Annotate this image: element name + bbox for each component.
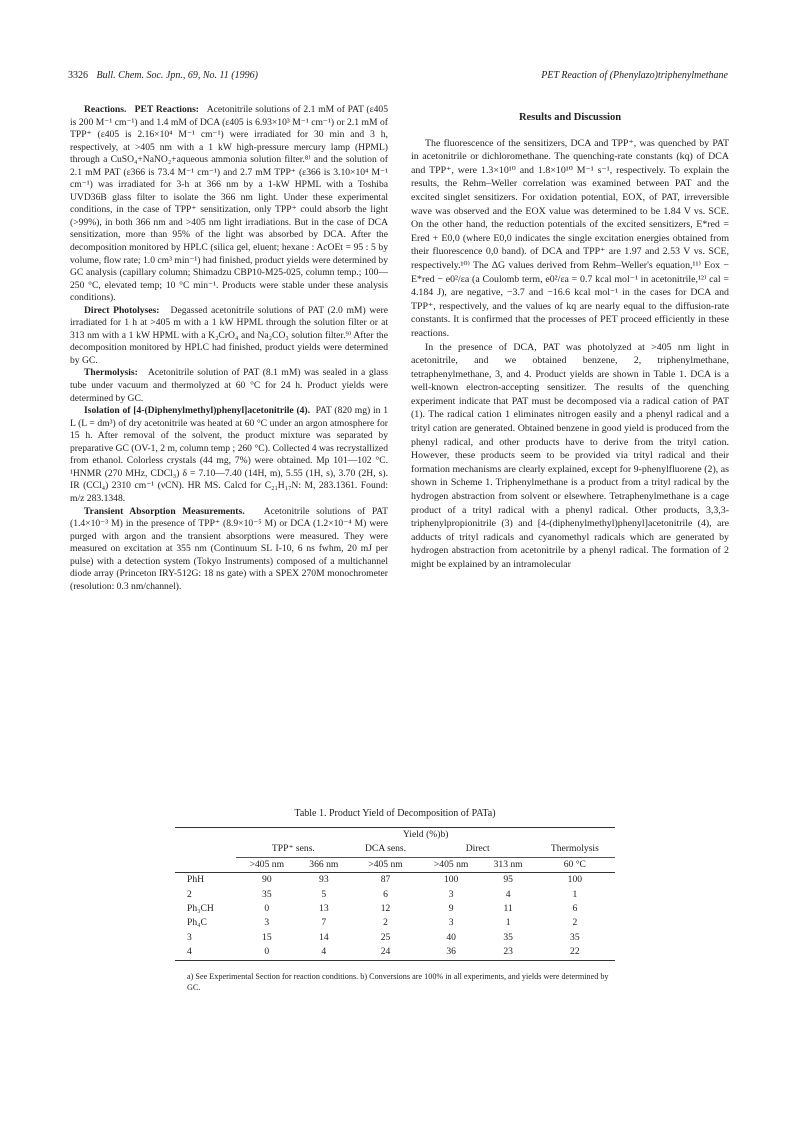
table-cell: 0 <box>264 946 270 958</box>
table-cell: 2 <box>383 917 388 929</box>
table-row <box>175 916 615 930</box>
table-cell: 25 <box>380 931 391 943</box>
subsection-heading: Isolation of [4-(Diphenylmethyl)phenyl]acetonitrile (4). <box>84 405 311 417</box>
column-header: >405 nm <box>433 858 469 870</box>
right-column <box>411 111 729 572</box>
left-column <box>70 104 388 593</box>
group-header: DCA sens. <box>350 842 420 857</box>
table-cell: 35 <box>262 888 272 900</box>
yield-header: Yield (%)b) <box>402 829 449 840</box>
paragraph-isolation <box>70 405 388 505</box>
paragraph-text: The fluorescence of the sensitizers, DCA and TPP⁺, was quenched by PAT in acetonitrile or dichloromethane. The quenching-rate constants (kq) of DCA and TPP⁺, were 1.3×10¹⁰ and 1.8×10¹⁰ M⁻¹ s⁻¹, respectively. To explain the results, the Rehm–Weller correlation was examined between PAT and the excited singlet sensitizers. For oxidation potential, EOX, of PAT, irreversible wave was observed and the EOX value was determined to be 1.84 V vs. SCE. On the other hand, the reduction potentials of the excited sensitizers, E*red = Ered + E0,0 (where E0,0 indicates the single excitation energies obtained from their fluorescence 0,0 band). of DCA and TPP⁺ are 1.97 and 2.53 V vs. SCE, respectively.¹⁰⁾ The ΔG values derived from Rehm–Weller's equation,¹¹⁾ Eox − E*red − e0²/εa (a Coulomb term, e0²/εa = 0.7 kcal mol⁻¹ in acetonitrile,¹²⁾ cal = 4.184 J), are negative, −3.7 and −16.6 kcal mol⁻¹ in the cases for DCA and TPP⁺, respectively, and the values of kq are nearly equal to the diffusion-rate constants. It is confirmed that the processes of PET proceed efficiently in these reactions. <box>411 137 729 339</box>
table-1 <box>175 808 615 993</box>
row-label: 4 <box>187 946 192 958</box>
table-cell: 100 <box>443 874 459 886</box>
table-footnote: a) See Experimental Section for reaction conditions. b) Conversions are 100% in all experiments, and yields were determined by GC. <box>187 971 609 992</box>
table-cell: 36 <box>446 946 456 958</box>
table-cell: 35 <box>503 931 513 943</box>
results-heading: Results and Discussion <box>518 112 622 123</box>
table-row <box>175 902 615 916</box>
table-cell: 1 <box>572 888 578 900</box>
table-cell: 90 <box>262 874 272 886</box>
table-cell: 100 <box>567 874 583 886</box>
table-row <box>175 873 615 888</box>
column-header: 366 nm <box>309 858 339 870</box>
table-cell: 9 <box>448 903 454 915</box>
paragraph-text: Acetonitrile solutions of PAT (1.4×10⁻³ M) in the presence of TPP⁺ (8.9×10⁻⁵ M) or DCA (1.2×10⁻⁴ M) were purged with argon and the transient absorptions were measured. They were measured on excitation at 355 nm (Continuum SL I-10, 6 ns fwhm, 20 mJ per pulse) with a detection system (Tokyo Instruments) composed of a multichannel diode array (Princeton IRY-512G: 18 ns gate) with a SPEX 270M monochrometer (resolution: 0.3 nm/channel). <box>70 505 388 592</box>
row-label: 3 <box>187 931 192 943</box>
table-cell: 11 <box>503 903 513 915</box>
row-label: Ph₄C <box>187 917 207 929</box>
table-cell: 3 <box>448 917 454 929</box>
table-cell: 6 <box>383 888 388 900</box>
column-header: >405 nm <box>368 858 403 870</box>
table-cell: 2 <box>572 917 578 929</box>
page-header <box>68 70 728 84</box>
paragraph-transient-absorption <box>70 506 388 594</box>
table-cell: 87 <box>380 874 391 886</box>
row-label: 2 <box>187 888 192 900</box>
section-heading: Reactions. <box>84 104 127 115</box>
table-cell: 3 <box>264 917 270 929</box>
subsection-heading: Transient Absorption Measurements. <box>84 505 245 517</box>
table-cell: 7 <box>321 917 327 929</box>
table-cell: 35 <box>570 931 580 943</box>
paragraph-text: In the presence of DCA, PAT was photolyzed at >405 nm light in acetonitrile, and we obtained benzene, 2, triphenylmethane, tetraphenylmethane, 3, and 4. Product yields are shown in Table 1. DCA is a well-known electron-accepting sensitizer. The results of the quenching experiment indicate that PAT must be decomposed via a radical cation of PAT (1). The radical cation 1 eliminates nitrogen easily and a phenyl radical and a trityl cation are generated. Obtained benzene in good yield is produced from the phenyl radical, and other products have to derive from the trityl cation. However, these products seem to be provided via trityl radical and their formation mechanisms are clearly explained, except for 9-phenylfluorene (2), as shown in Scheme 1. Triphenylmethane is a product from a trityl radical by the hydrogen abstraction from solvent or elsewhere. Tetraphenylmethane is a cage product of a trityl radical with a phenyl radical. Other products, 3,3,3-triphenylpropionitrile (3) and [4-(diphenylmethyl)phenyl]acetonitrile (4), are adducts of trityl radicals and cyanomethyl radicals which are generated by hydrogen abstraction from acetonitrile by a phenyl radical. The formation of 2 might be explained by an intramolecular <box>411 341 729 570</box>
subsection-heading: PET Reactions: <box>134 104 200 115</box>
table-cell: 22 <box>570 946 580 958</box>
table-subheader-row <box>175 857 615 872</box>
table-row <box>175 931 615 945</box>
table-cell: 15 <box>262 931 272 943</box>
table-cell: 24 <box>380 946 391 958</box>
header-left <box>68 70 258 81</box>
table-row <box>175 888 615 902</box>
table-cell: 40 <box>446 931 456 943</box>
paragraph-text: Degassed acetonitrile solutions of PAT (2.0 mM) were irradiated for 1 h at >405 m with a 1 kW HPML through the solution filter or at 313 nm with a 1 kW HPML with a K₂CrO₄ and Na₂CO₃ solution filter.⁹⁾ After the decomposition monitored by HPLC had finished, product yields were determined by GC. <box>70 304 388 366</box>
journal-citation: Bull. Chem. Soc. Jpn., 69, No. 11 (1996) <box>96 70 258 81</box>
table-cell: 4 <box>321 946 327 958</box>
column-header: >405 nm <box>249 858 285 870</box>
group-header: Direct <box>421 842 535 857</box>
table-header-row <box>175 828 615 843</box>
page-number: 3326 <box>68 70 88 81</box>
table-caption: Table 1. Product Yield of Decomposition of PATa) <box>294 808 496 819</box>
table-cell: 5 <box>321 888 327 900</box>
product-yield-table <box>175 827 615 961</box>
table-cell: 14 <box>319 931 329 943</box>
table-cell: 3 <box>448 888 454 900</box>
subsection-heading: Direct Photolyses: <box>84 304 160 316</box>
paragraph-direct-photolyses <box>70 305 388 368</box>
table-cell: 13 <box>319 903 329 915</box>
row-label: Ph₃CH <box>187 903 214 915</box>
subsection-heading: Thermolysis: <box>84 367 138 379</box>
table-cell: 93 <box>319 874 329 886</box>
table-cell: 6 <box>572 903 578 915</box>
column-header: 313 nm <box>493 858 523 870</box>
paragraph-text: PAT (820 mg) in 1 L (L = dm³) of dry acetonitrile was heated at 60 °C under an argon atmosphere for 15 h. After removal of the solvent, the product mixture was separated by preparative GC (OV-1, 2 m, column temp ; 260 °C). Collected 4 was recrystallized from ethanol. Colorless crystals (44 mg, 7%) were obtained. Mp 101—102 °C. ¹HNMR (270 MHz, CDCl₃) δ = 7.10—7.40 (14H, m), 5.55 (1H, s), 3.70 (2H, s). IR (CCl₄) 2310 cm⁻¹ (νCN). HR MS. Calcd for C₂₁H₁₇N: M, 283.1361. Found: m/z 283.1348. <box>70 405 388 504</box>
table-cell: 4 <box>505 888 511 900</box>
table-cell: 0 <box>264 903 270 915</box>
running-title: PET Reaction of (Phenylazo)triphenylmethane <box>541 70 728 81</box>
column-header: 60 °C <box>563 858 586 870</box>
row-label: PhH <box>187 874 205 886</box>
table-cell: 1 <box>505 917 511 929</box>
table-group-row <box>175 842 615 857</box>
paragraph-thermolysis <box>70 367 388 405</box>
table-row <box>175 945 615 960</box>
table-cell: 12 <box>380 903 391 915</box>
group-header: TPP⁺ sens. <box>236 842 350 857</box>
table-cell: 23 <box>503 946 513 958</box>
paragraph-text: Acetonitrile solutions of 2.1 mM of PAT (ε405 is 200 M⁻¹ cm⁻¹) and 1.4 mM of DCA (ε405 is 6.93×10³ M⁻¹ cm⁻¹) or 2.1 mM of TPP⁺ (ε405 is 2.16×10⁴ M⁻¹ cm⁻¹) were irradiated for 30 min and 3 h, respectively, at >405 nm with a 1 kW high-pressure mercury lamp (HPML) through a CuSO₄+NaNO₂+aqueous ammonia solution filter.⁸⁾ and the solution of 2.1 mM PAT (ε366 is 73.4 M⁻¹ cm⁻¹) and 2.7 mM TPP⁺ (ε366 is 3.10×10⁴ M⁻¹ cm⁻¹) was irradiated for 3-h at 366 nm by a 1-kW HPML with a Toshiba UVD36B glass filter to isolate the 366 nm light. Under these experimental conditions, in the case of TPP⁺ sensitization, only TPP⁺ could absorb the light (>99%), in both 366 nm and >405 nm light irradiations. But in the case of DCA sensitization, more than 95% of the light was absorbed by DCA. After the decomposition monitored by HPLC (silica gel, eluent; hexane : AcOEt = 95 : 5 by volume, flow rate; 1.0 cm³ min⁻¹) had finished, product yields were determined by GC analysis (capillary column; Shimadzu CBP10-M25-025, column temp.; 100—250 °C, elevated temp; 10 °C min⁻¹. Products were stable under these analysis conditions). <box>70 104 389 304</box>
table-body <box>175 873 615 960</box>
group-header: Thermolysis <box>535 842 615 857</box>
paragraph-text: Acetonitrile solution of PAT (8.1 mM) was sealed in a glass tube under vacuum and thermolyzed at 60 °C for 24 h. Product yields were determined by GC. <box>70 367 389 404</box>
table-cell: 95 <box>503 874 513 886</box>
paragraph-reactions <box>70 104 388 305</box>
